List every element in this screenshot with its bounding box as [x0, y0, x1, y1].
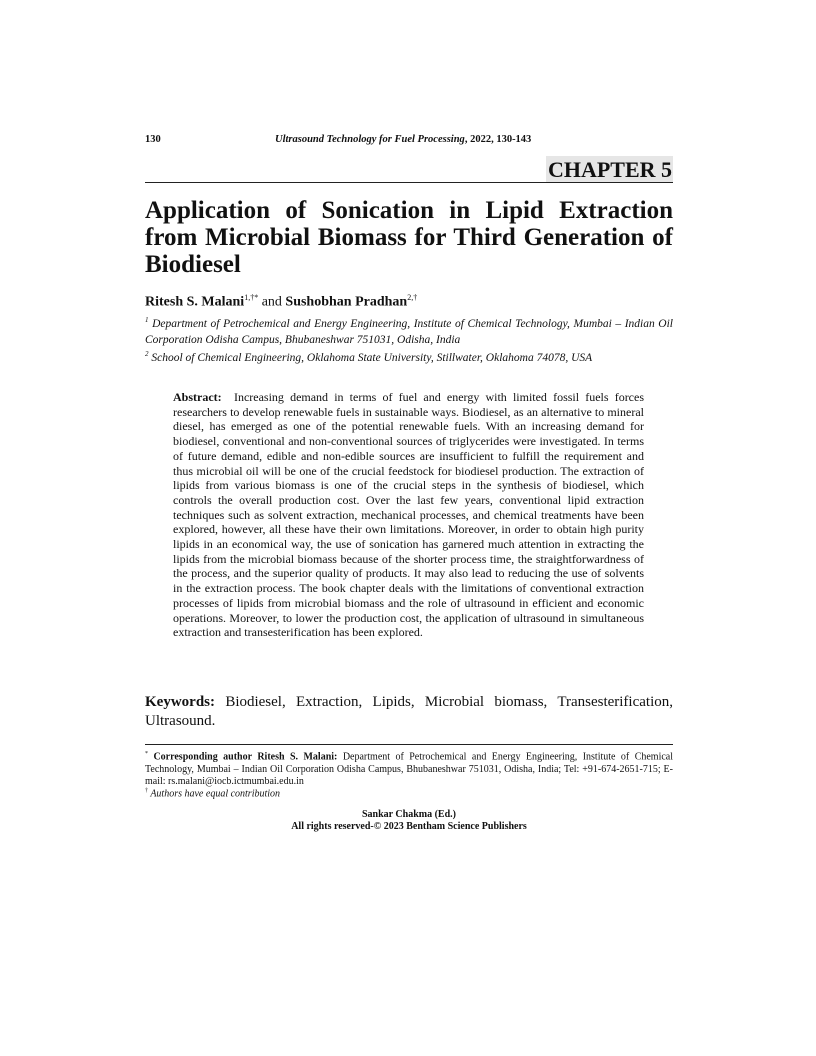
- affiliation-2-text: School of Chemical Engineering, Oklahoma State University, Stillwater, Oklahoma 74078, USA: [151, 351, 593, 364]
- journal-citation: [275, 134, 531, 145]
- equal-contribution-footnote: [145, 785, 673, 801]
- affiliation-2-number: 2: [145, 350, 149, 358]
- author-1-name: Ritesh S. Malani: [145, 294, 245, 310]
- affiliation-1-number: 1: [145, 316, 149, 324]
- abstract-label: Abstract:: [173, 390, 222, 404]
- keywords-label: Keywords:: [145, 694, 215, 710]
- chapter-label: CHAPTER 5: [547, 157, 672, 182]
- corresponding-author-footnote: [145, 748, 673, 789]
- journal-pages: , 2022, 130-143: [464, 134, 532, 145]
- abstract: [173, 390, 644, 640]
- publisher-imprint: [145, 809, 673, 833]
- author-1-sup: 1,†*: [244, 293, 259, 302]
- author-line: [145, 289, 673, 312]
- corresponding-label: Corresponding author Ritesh S. Malani:: [153, 751, 338, 763]
- author-2-sup: 2,†: [407, 293, 418, 302]
- author-2-name: Sushobhan Pradhan: [285, 294, 408, 310]
- equal-text: Authors have equal contribution: [150, 788, 281, 800]
- affiliation-1-text: Department of Petrochemical and Energy Engineering, Institute of Chemical Technology, Mumbai – Indian Oil Corporation Odisha Campus, Bhubaneshwar 751031, Odisha, India: [145, 317, 673, 346]
- affiliation-2: [145, 346, 673, 366]
- rights-line: All rights reserved-© 2023 Bentham Science Publishers: [291, 821, 527, 832]
- footnote-rule: [145, 744, 673, 745]
- chapter-title: Application of Sonication in Lipid Extraction from Microbial Biomass for Third Generation of Biodiesel: [145, 197, 673, 278]
- corresponding-text: Department of Petrochemical and Energy Engineering, Institute of Chemical Technology, Mumbai – Indian Oil Corporation Odisha Campus, Bhubaneshwar 751031, Odisha, India; Tel: +91-674-2651-715; E-mail: rs.malani@iocb.ictmumbai.edu.in: [145, 751, 674, 788]
- author-connector: and: [258, 294, 286, 310]
- header-rule: [145, 182, 673, 183]
- corresponding-sup: *: [145, 751, 148, 757]
- keywords: [145, 693, 673, 731]
- journal-title: Ultrasound Technology for Fuel Processing: [275, 134, 465, 145]
- abstract-text: Increasing demand in terms of fuel and energy with limited fossil fuels forces researchers to develop renewable fuels in sustainable ways. Biodiesel, as an alternative to mineral diesel, has emerged as one of the potential renewable fuels. With an increasing demand for biodiesel, conventional and non-conventional sources of triglycerides were investigated. In terms of future demand, edible and non-edible sources are insufficient to fulfill the requirement and thus microbial oil will be one of the crucial feedstock for biodiesel production. The extraction of lipids from various biomass is one of the crucial steps in the synthesis of biodiesel, which controls the overall production cost. Over the last few years, conventional lipid extraction techniques such as solvent extraction, mechanical processes, and chemical treatments have been explored, however, all these have their own limitations. Moreover, in order to obtain high purity lipids in an economical way, the use of sonication has garnered much attention in extracting the lipids from the microbial biomass because of the shorter process time, the straightforwardness of the process, and the superior quality of products. It may also lead to reducing the use of solvents in the extraction process. The book chapter deals with the limitations of conventional extraction processes of lipids from microbial biomass and the role of ultrasound in efficient and economic operations. Moreover, to lower the production cost, the application of ultrasound in simultaneous extraction and transesterification has been explored.: [173, 390, 645, 640]
- equal-sup: †: [145, 788, 148, 794]
- affiliation-1: [145, 312, 673, 348]
- page-number: 130: [145, 134, 161, 145]
- editor-line: Sankar Chakma (Ed.): [361, 809, 456, 820]
- keywords-text: Biodiesel, Extraction, Lipids, Microbial biomass, Transesterification, Ultrasound.: [145, 694, 673, 729]
